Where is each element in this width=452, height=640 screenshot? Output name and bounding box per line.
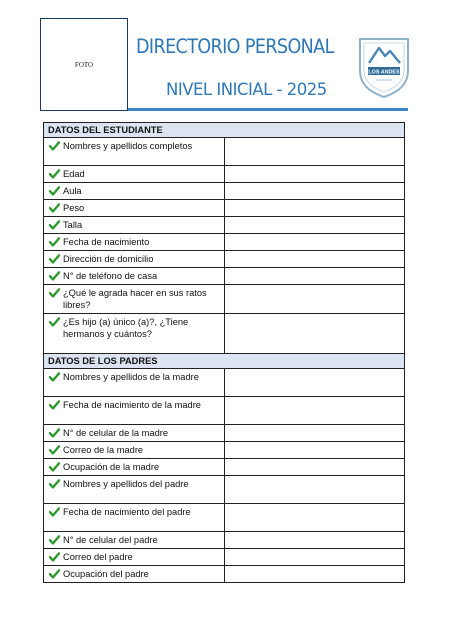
field-label-cell bbox=[44, 566, 225, 583]
field-value-cell[interactable] bbox=[224, 459, 405, 476]
checkmark-icon bbox=[49, 568, 63, 580]
field-value-cell[interactable] bbox=[224, 268, 405, 285]
field-label: Nombres y apellidos completos bbox=[63, 141, 193, 151]
field-label: Peso bbox=[63, 203, 85, 213]
field-value-cell[interactable] bbox=[224, 183, 405, 200]
field-label: N° de teléfono de casa bbox=[63, 271, 158, 281]
field-label: Aula bbox=[63, 186, 82, 196]
field-label-cell bbox=[44, 183, 225, 200]
field-value-cell[interactable] bbox=[224, 138, 405, 166]
field-label: Talla bbox=[63, 220, 83, 230]
checkmark-icon bbox=[49, 316, 63, 328]
field-value-cell[interactable] bbox=[224, 200, 405, 217]
page-subtitle: NIVEL INICIAL - 2025 bbox=[166, 80, 327, 99]
table-row bbox=[44, 425, 405, 442]
field-label-cell bbox=[44, 425, 225, 442]
field-label-cell bbox=[44, 369, 225, 397]
student-section-header-row bbox=[44, 123, 405, 138]
field-label-cell bbox=[44, 459, 225, 476]
checkmark-icon bbox=[49, 478, 63, 490]
checkmark-icon bbox=[49, 444, 63, 456]
section-heading: DATOS DEL ESTUDIANTE bbox=[44, 123, 405, 138]
field-value-cell[interactable] bbox=[224, 504, 405, 532]
school-logo bbox=[358, 33, 410, 99]
logo-text: LOS ANDES bbox=[368, 69, 400, 76]
table-row bbox=[44, 251, 405, 268]
field-value-cell[interactable] bbox=[224, 566, 405, 583]
table-row bbox=[44, 217, 405, 234]
field-label: N° de celular del padre bbox=[63, 535, 158, 545]
field-value-cell[interactable] bbox=[224, 234, 405, 251]
field-value-cell[interactable] bbox=[224, 369, 405, 397]
checkmark-icon bbox=[49, 270, 63, 282]
field-label-cell bbox=[44, 397, 225, 425]
page-title: DIRECTORIO PERSONAL bbox=[136, 35, 334, 58]
table-row bbox=[44, 234, 405, 251]
field-label: Edad bbox=[63, 169, 85, 179]
table-row bbox=[44, 268, 405, 285]
field-label-cell bbox=[44, 268, 225, 285]
field-label: Fecha de nacimiento bbox=[63, 237, 150, 247]
table-row bbox=[44, 397, 405, 425]
field-label: Dirección de domicilio bbox=[63, 254, 154, 264]
field-value-cell[interactable] bbox=[224, 251, 405, 268]
field-label-cell bbox=[44, 138, 225, 166]
field-label-cell bbox=[44, 504, 225, 532]
field-label: Ocupación de la madre bbox=[63, 462, 160, 472]
checkmark-icon bbox=[49, 371, 63, 383]
checkmark-icon bbox=[49, 461, 63, 473]
field-label-cell bbox=[44, 442, 225, 459]
checkmark-icon bbox=[49, 534, 63, 546]
field-label: Correo del padre bbox=[63, 552, 133, 562]
table-row bbox=[44, 314, 405, 354]
table-row bbox=[44, 138, 405, 166]
field-value-cell[interactable] bbox=[224, 397, 405, 425]
field-label-cell bbox=[44, 166, 225, 183]
field-label: Fecha de nacimiento de la madre bbox=[63, 400, 201, 410]
checkmark-icon bbox=[49, 551, 63, 563]
field-label: Nombres y apellidos de la madre bbox=[63, 372, 199, 382]
field-label-cell bbox=[44, 314, 225, 354]
field-label: Fecha de nacimiento del padre bbox=[63, 507, 191, 517]
field-label-cell bbox=[44, 476, 225, 504]
directory-table bbox=[43, 122, 405, 583]
field-value-cell[interactable] bbox=[224, 476, 405, 504]
header-divider bbox=[128, 108, 408, 111]
parents-section-header-row bbox=[44, 354, 405, 369]
field-value-cell[interactable] bbox=[224, 442, 405, 459]
field-value-cell[interactable] bbox=[224, 532, 405, 549]
field-label-cell bbox=[44, 532, 225, 549]
photo-label: FOTO bbox=[74, 60, 94, 69]
table-row bbox=[44, 504, 405, 532]
field-value-cell[interactable] bbox=[224, 549, 405, 566]
checkmark-icon bbox=[49, 168, 63, 180]
table-row bbox=[44, 442, 405, 459]
field-label: Ocupación del padre bbox=[63, 569, 149, 579]
checkmark-icon bbox=[49, 140, 63, 152]
section-heading: DATOS DE LOS PADRES bbox=[44, 354, 405, 369]
field-value-cell[interactable] bbox=[224, 166, 405, 183]
table-row bbox=[44, 549, 405, 566]
field-value-cell[interactable] bbox=[224, 285, 405, 314]
field-value-cell[interactable] bbox=[224, 425, 405, 442]
field-label: Correo de la madre bbox=[63, 445, 144, 455]
field-label: N° de celular de la madre bbox=[63, 428, 169, 438]
table-row bbox=[44, 459, 405, 476]
table-row bbox=[44, 166, 405, 183]
checkmark-icon bbox=[49, 219, 63, 231]
table-row bbox=[44, 200, 405, 217]
table-row bbox=[44, 566, 405, 583]
checkmark-icon bbox=[49, 506, 63, 518]
field-label-cell bbox=[44, 251, 225, 268]
checkmark-icon bbox=[49, 427, 63, 439]
field-label: ¿Qué le agrada hacer en sus ratos libres? bbox=[63, 288, 207, 310]
table-row bbox=[44, 369, 405, 397]
checkmark-icon bbox=[49, 253, 63, 265]
checkmark-icon bbox=[49, 399, 63, 411]
table-row bbox=[44, 476, 405, 504]
field-label-cell bbox=[44, 549, 225, 566]
checkmark-icon bbox=[49, 202, 63, 214]
field-label-cell bbox=[44, 234, 225, 251]
table-row bbox=[44, 532, 405, 549]
field-label-cell bbox=[44, 285, 225, 314]
table-row bbox=[44, 285, 405, 314]
checkmark-icon bbox=[49, 185, 63, 197]
field-label: ¿Es hijo (a) único (a)?, ¿Tiene hermanos y cuántos? bbox=[63, 317, 189, 339]
field-label-cell bbox=[44, 217, 225, 234]
field-value-cell[interactable] bbox=[224, 314, 405, 354]
field-label-cell bbox=[44, 200, 225, 217]
table-row bbox=[44, 183, 405, 200]
photo-box bbox=[40, 18, 128, 111]
checkmark-icon bbox=[49, 236, 63, 248]
field-label: Nombres y apellidos del padre bbox=[63, 479, 189, 489]
checkmark-icon bbox=[49, 287, 63, 299]
field-value-cell[interactable] bbox=[224, 217, 405, 234]
